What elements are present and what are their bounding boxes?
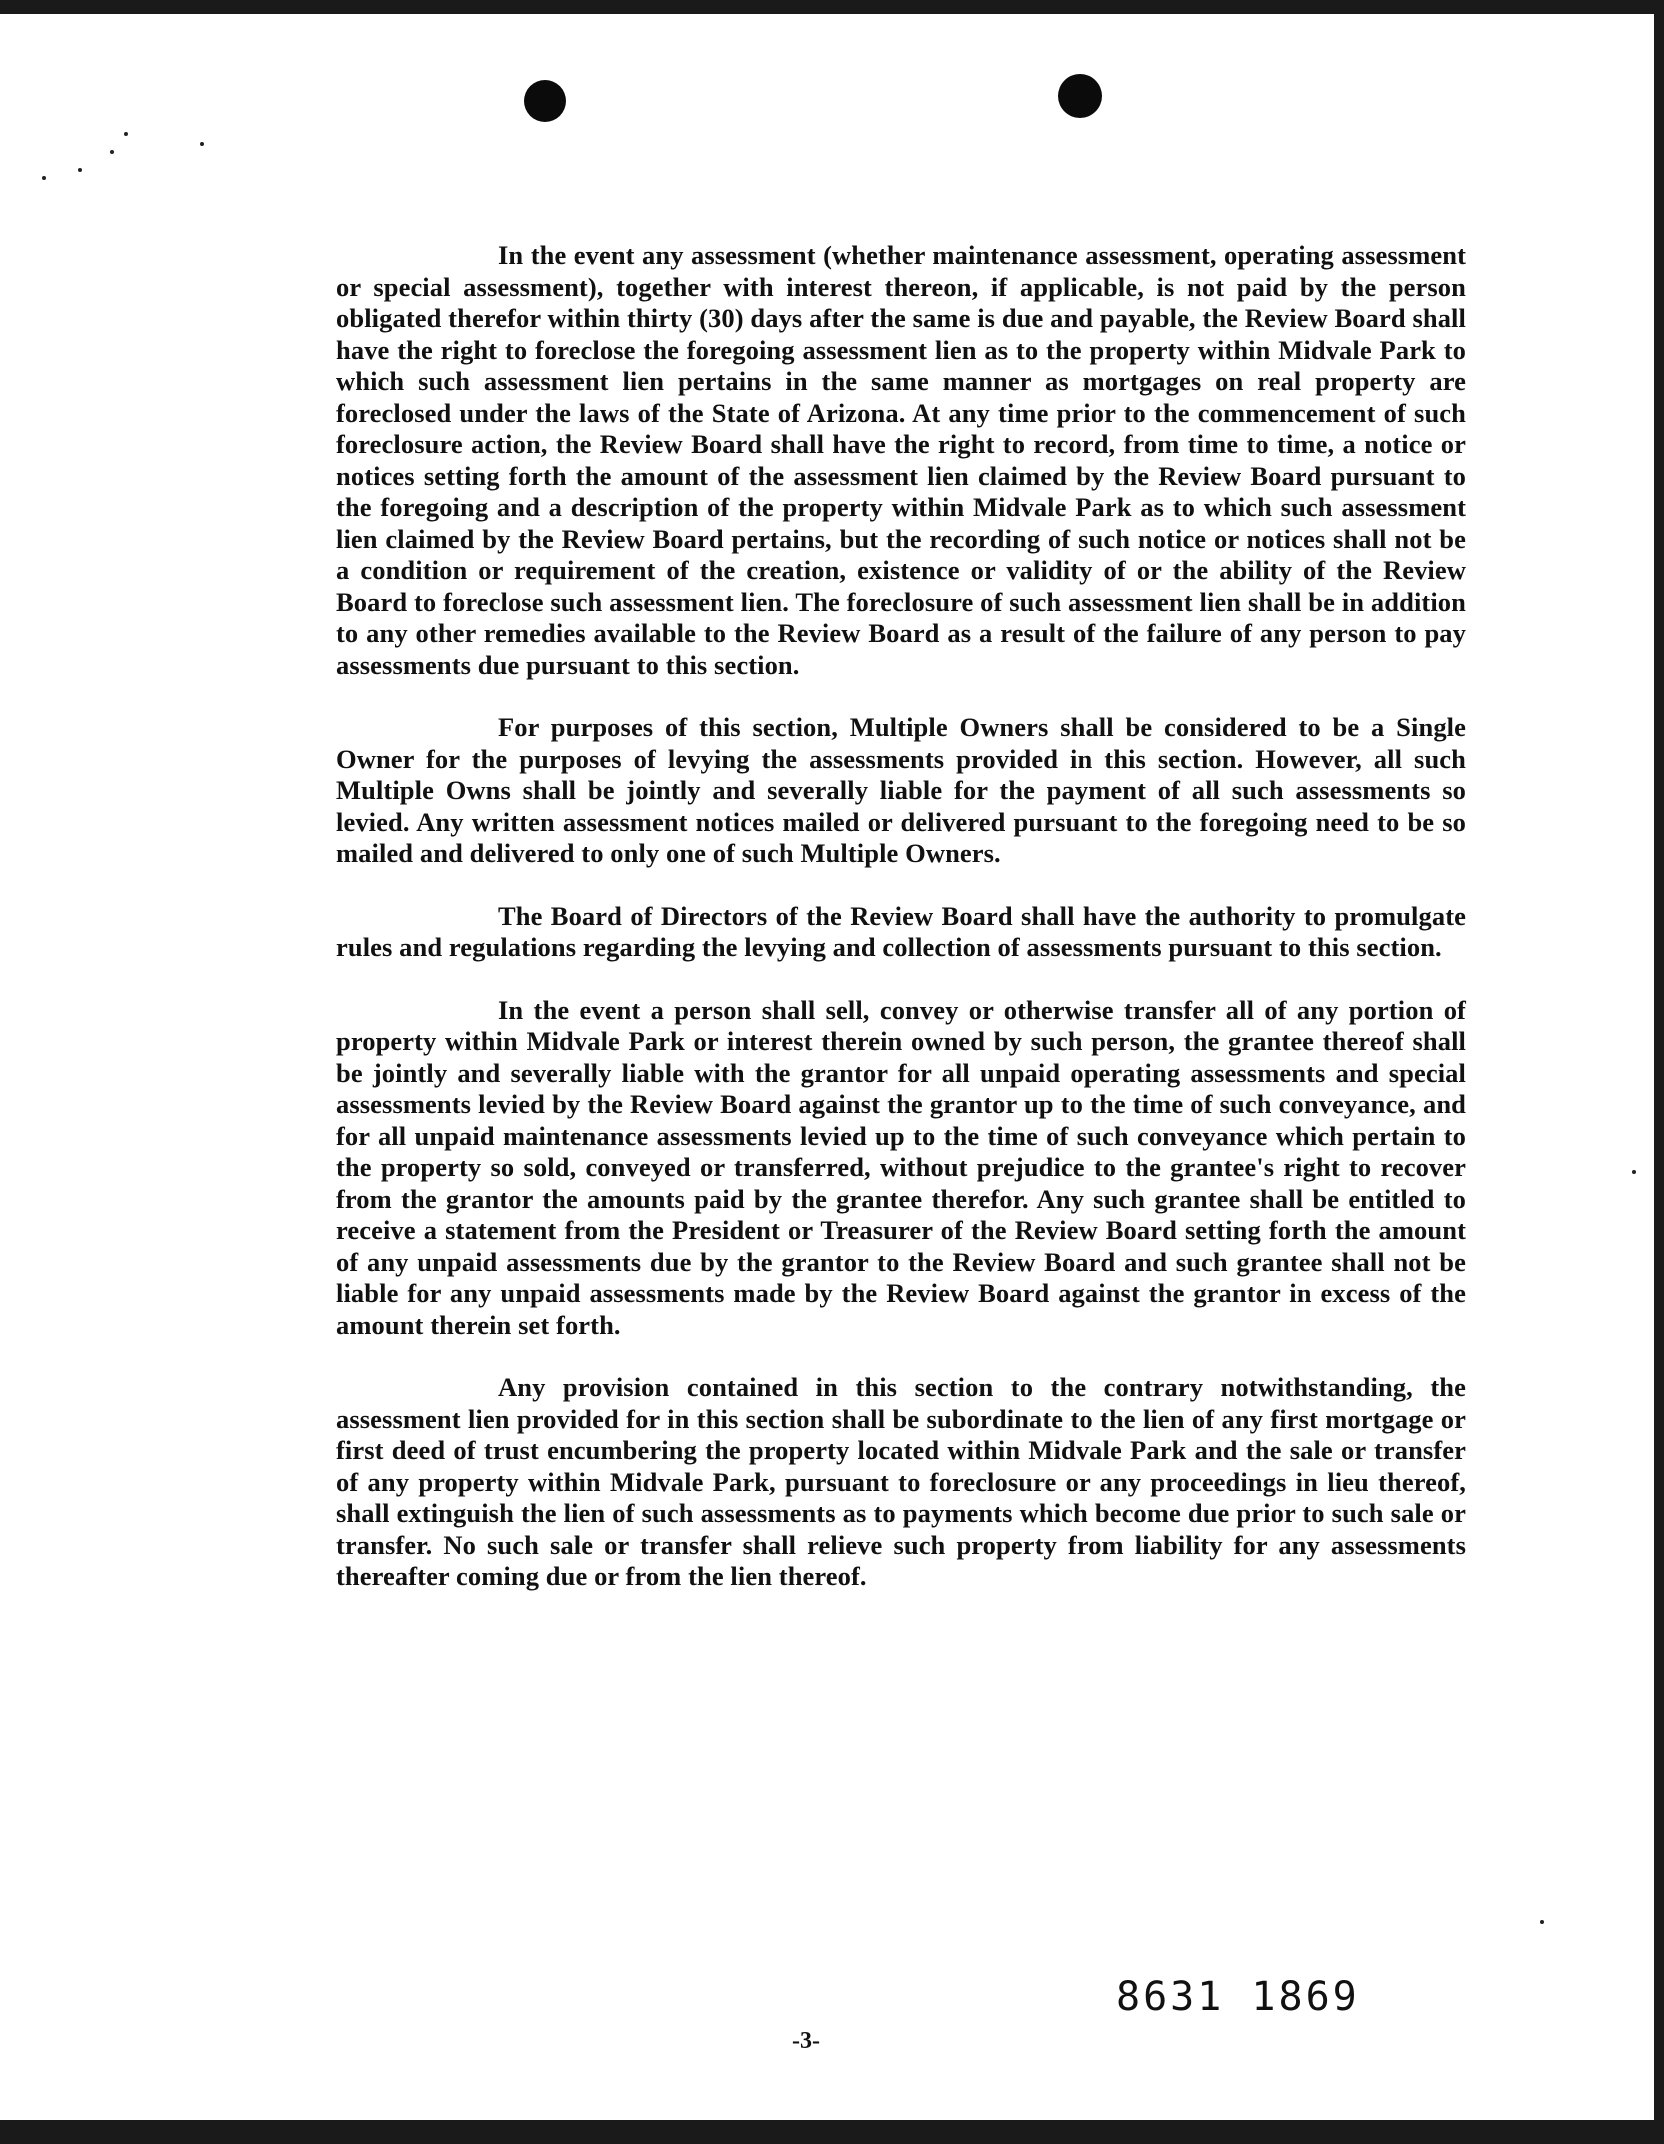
- scan-edge-bottom: [0, 2120, 1664, 2144]
- scan-speck: [1632, 1170, 1636, 1174]
- paragraph-board-authority: The Board of Directors of the Review Board shall have the authority to promulgate rules and regulations regarding the levying and collection of assessments pursuant to this section.: [336, 900, 1466, 962]
- paragraph-foreclosure: In the event any assessment (whether maintenance assessment, operating assessment or special assessment), together with interest thereon, if applicable, is not paid by the person obligated therefor within thirty (30) days after the same is due and payable, the Review Board shall have the right to foreclose the foregoing assessment lien as to the property within Midvale Park to which such assessment lien pertains in the same manner as mortgages on real property are foreclosed under the laws of the State of Arizona. At any time prior to the commencement of such foreclosure action, the Review Board shall have the right to record, from time to time, a notice or notices setting forth the amount of the assessment lien claimed by the Review Board pursuant to the foregoing and a description of the property within Midvale Park as to which such assessment lien claimed by the Review Board pertains, but the recording of such notice or notices shall not be a condition or requirement of the creation, existence or validity of or the ability of the Review Board to foreclose such assessment lien. The foreclosure of such assessment lien shall be in addition to any other remedies available to the Review Board as a result of the failure of any person to pay assessments due pursuant to this section.: [336, 240, 1466, 680]
- page-number: -3-: [792, 2028, 820, 2054]
- scan-edge-right: [1654, 0, 1664, 2144]
- scan-speck: [1540, 1920, 1544, 1924]
- scan-edge-top: [0, 0, 1664, 14]
- paragraph-subordination: Any provision contained in this section to the contrary notwithstanding, the assessment lien provided for in this section shall be subordinate to the lien of any first mortgage or first deed of trust encumbering the property located within Midvale Park and the sale or transfer of any property within Midvale Park, pursuant to foreclosure or any proceedings in lieu thereof, shall extinguish the lien of such assessments as to payments which become due prior to such sale or transfer. No such sale or transfer shall relieve such property from liability for any assessments thereafter coming due or from the lien thereof.: [336, 1372, 1466, 1591]
- document-body: [336, 240, 1466, 1624]
- scan-speck: [200, 142, 204, 146]
- paragraph-multiple-owners: For purposes of this section, Multiple Owners shall be considered to be a Single Owner for the purposes of levying the assessments provided in this section. However, all such Multiple Owns shall be jointly and severally liable for the payment of all such assessments so levied. Any written assessment notices mailed or delivered pursuant to the foregoing need to be so mailed and delivered to only one of such Multiple Owners.: [336, 712, 1466, 868]
- scan-speck: [78, 168, 82, 172]
- punch-hole-left: [524, 80, 566, 122]
- punch-hole-right: [1058, 74, 1102, 118]
- paragraph-transfer-liability: In the event a person shall sell, convey or otherwise transfer all of any portion of property within Midvale Park or interest therein owned by such person, the grantee thereof shall be jointly and severally liable with the grantor for all unpaid operating assessments and special assessments levied by the Review Board against the grantor up to the time of such conveyance, and for all unpaid maintenance assessments levied up to the time of such conveyance which pertain to the property so sold, conveyed or transferred, without prejudice to the grantee's right to recover from the grantor the amounts paid by the grantee therefor. Any such grantee shall be entitled to receive a statement from the President or Treasurer of the Review Board setting forth the amount of any unpaid assessments due by the grantor to the Review Board and such grantee shall not be liable for any unpaid assessments made by the Review Board against the grantor in excess of the amount therein set forth.: [336, 994, 1466, 1340]
- document-number: 8631 1869: [1116, 1974, 1360, 2020]
- scan-speck: [124, 132, 128, 136]
- scan-speck: [42, 176, 46, 180]
- scan-speck: [110, 150, 114, 154]
